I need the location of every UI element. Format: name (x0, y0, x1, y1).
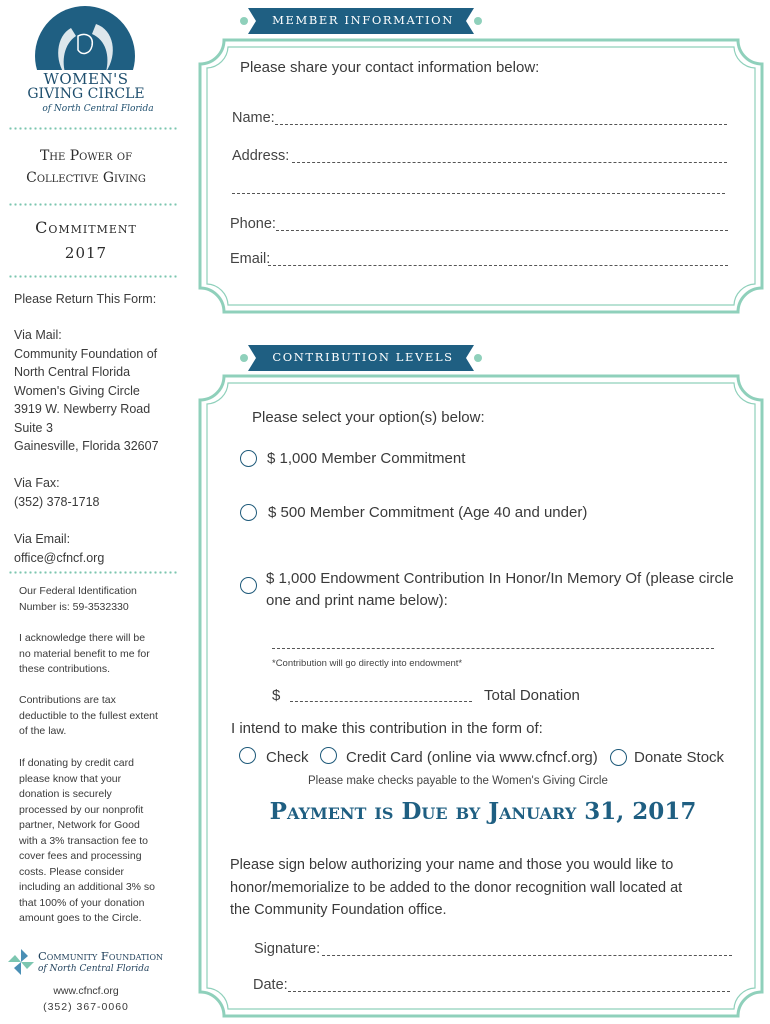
email-label: Via Email: (14, 532, 71, 546)
commitment-heading: Commitment (35, 218, 137, 237)
credit-card-label: Credit Card (online via www.cfncf.org) (346, 749, 598, 766)
check-label: Check (266, 749, 309, 766)
logo (26, 6, 156, 118)
check-radio[interactable] (239, 747, 256, 764)
honoree-field[interactable] (272, 648, 714, 649)
tax-note (19, 693, 158, 740)
email-address: office@cfncf.org (14, 550, 105, 565)
total-donation-field[interactable] (290, 701, 472, 702)
mail-line: Via Mail: (14, 328, 62, 342)
payment-form-intro: I intend to make this contribution in the form of: (231, 720, 543, 737)
cc-line: If donating by credit card (19, 757, 134, 769)
name-field[interactable] (275, 124, 727, 125)
cf-sub: of North Central Florida (38, 964, 150, 974)
contribution-ribbon-title: CONTRIBUTION LEVELS (272, 350, 454, 364)
member-frame (196, 36, 766, 316)
fax-info (14, 474, 99, 511)
cc-line: processed by our nonprofit (19, 803, 144, 816)
acknowledgement (19, 631, 150, 678)
fed-id-line: Our Federal Identification (19, 585, 137, 597)
email-field[interactable] (268, 265, 728, 266)
date-field[interactable] (288, 991, 730, 992)
address-field-line2[interactable] (232, 193, 725, 194)
member-ribbon-title: MEMBER INFORMATION (272, 13, 454, 27)
commitment-year: 2017 (64, 244, 108, 262)
ack-line: I acknowledge there will be (19, 632, 146, 644)
return-heading: Please Return This Form: (14, 292, 157, 306)
tagline-line2: Collective Giving (26, 170, 146, 186)
cc-line: costs. Please consider (19, 865, 125, 878)
stock-label: Donate Stock (634, 749, 725, 766)
cf-name: Community Foundation (38, 949, 164, 963)
tax-line: Contributions are tax (19, 694, 116, 706)
stock-radio[interactable] (610, 749, 627, 766)
option3-radio[interactable] (240, 577, 257, 594)
member-intro: Please share your contact information below: (240, 59, 540, 76)
email-label: Email: (230, 251, 271, 267)
sign-line: honor/memorialize to be added to the donor recognition wall located at (230, 879, 683, 896)
mail-line: North Central Florida (14, 365, 131, 379)
mail-address (14, 326, 159, 456)
cf-website[interactable]: www.cfncf.org (53, 985, 119, 997)
fed-id-line: Number is: 59-3532330 (19, 600, 129, 613)
mail-line: Women's Giving Circle (14, 383, 140, 398)
mail-line: Gainesville, Florida 32607 (14, 439, 159, 453)
total-donation-label: Total Donation (484, 687, 580, 704)
logo-line2: GIVING CIRCLE (27, 86, 145, 102)
sign-line: the Community Foundation office. (230, 902, 447, 918)
mail-line: Suite 3 (14, 420, 53, 435)
option1-label: $ 1,000 Member Commitment (267, 450, 466, 467)
logo-line1: WOMEN'S (43, 70, 129, 88)
cf-logo (6, 944, 176, 980)
signature-instructions (230, 854, 682, 922)
phone-label: Phone: (230, 216, 276, 232)
cc-line: cover fees and processing (19, 850, 142, 862)
sign-line: Please sign below authorizing your name and those you would like to (230, 857, 674, 873)
cc-line: amount goes to the Circle. (19, 912, 142, 924)
divider (8, 275, 178, 278)
cc-line: with a 3% transaction fee to (19, 834, 148, 847)
contribution-frame (196, 372, 766, 1020)
dollar-sign: $ (272, 687, 281, 704)
cc-line: partner, Network for Good (19, 819, 140, 831)
divider (8, 127, 178, 130)
signature-label: Signature: (254, 941, 321, 957)
check-note: Please make checks payable to the Women's Giving Circle (308, 775, 608, 787)
name-label: Name: (232, 110, 275, 126)
credit-card-radio[interactable] (320, 747, 337, 764)
option2-label: $ 500 Member Commitment (Age 40 and under) (268, 504, 588, 521)
credit-card-note (19, 756, 155, 927)
address-field[interactable] (292, 162, 727, 163)
email-info (14, 530, 104, 567)
option2-radio[interactable] (240, 504, 257, 521)
cc-line: that 100% of your donation (19, 896, 145, 909)
signature-field[interactable] (322, 955, 732, 956)
fax-number: (352) 378-1718 (14, 494, 100, 509)
divider (8, 203, 178, 206)
contribution-intro: Please select your option(s) below: (252, 409, 485, 426)
date-label: Date: (253, 977, 288, 993)
cc-line: please know that your (19, 772, 122, 785)
cf-phone: (352) 367-0060 (43, 1001, 129, 1013)
mail-line: 3919 W. Newberry Road (14, 402, 151, 416)
ack-line: no material benefit to me for (19, 647, 150, 660)
divider (8, 571, 178, 574)
option1-radio[interactable] (240, 450, 257, 467)
pinwheel-icon (6, 947, 36, 977)
address-label: Address: (232, 148, 290, 164)
tagline-line1: The Power of (39, 148, 133, 164)
mail-line: Community Foundation of (14, 346, 158, 361)
endowment-note: *Contribution will go directly into endowment* (272, 658, 463, 669)
federal-id (19, 584, 137, 615)
phone-field[interactable] (276, 230, 728, 231)
logo-line3: of North Central Florida (42, 104, 154, 114)
tax-line: of the law. (19, 725, 67, 737)
tax-line: deductible to the fullest extent (19, 709, 158, 722)
payment-due-heading: Payment is Due by January 31, 2017 (269, 798, 697, 825)
option3-label-line1: $ 1,000 Endowment Contribution In Honor/In Memory Of (please circle (266, 570, 734, 587)
cc-line: donation is securely (19, 788, 112, 800)
cc-line: including an additional 3% so (19, 881, 156, 893)
option3-label-line2: one and print name below): (266, 592, 448, 609)
fax-label: Via Fax: (14, 476, 60, 490)
ack-line: these contributions. (19, 663, 111, 675)
